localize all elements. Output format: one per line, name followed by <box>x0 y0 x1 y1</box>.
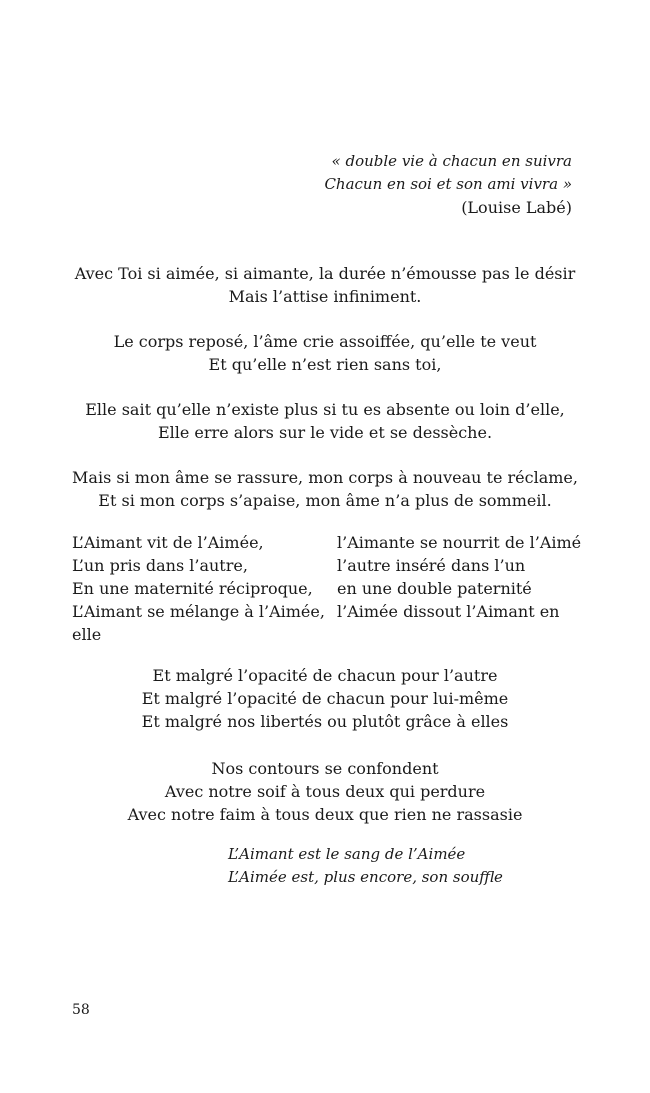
left-column-line: L’Aimant se mélange à l’Aimée, <box>72 602 325 621</box>
poem-line: Avec notre soif à tous deux qui perdure <box>164 782 486 801</box>
two-column-row <box>72 623 582 646</box>
epigraph-attribution: (Louise Labé) <box>461 198 572 217</box>
poem-line: Et malgré l’opacité de chacun pour lui-même <box>141 689 509 708</box>
closing-line: L’Aimant est le sang de l’Aimée <box>228 845 466 863</box>
poem-line: Le corps reposé, l’âme crie assoiffée, qu’elle te veut <box>113 332 537 351</box>
two-column-row <box>72 600 582 623</box>
epigraph-line: Chacun en soi et son ami vivra » <box>324 175 572 193</box>
stanza-2 <box>0 330 650 376</box>
two-column-stanza <box>72 531 582 646</box>
closing-couplet <box>228 843 503 889</box>
poem-line: Mais l’attise infiniment. <box>228 287 422 306</box>
page-number: 58 <box>72 1002 90 1018</box>
epigraph-line: « double vie à chacun en suivra <box>331 152 572 170</box>
poem-line: Et malgré l’opacité de chacun pour l’autre <box>152 666 498 685</box>
left-column-line: elle <box>72 625 102 644</box>
left-column-line: L’un pris dans l’autre, <box>72 556 248 575</box>
two-column-row <box>72 554 582 577</box>
poem-line: Avec notre faim à tous deux que rien ne rassasie <box>127 805 523 824</box>
poem-line: Elle sait qu’elle n’existe plus si tu es absente ou loin d’elle, <box>85 400 565 419</box>
right-column-line: en une double paternité <box>337 579 532 598</box>
poem-line: Mais si mon âme se rassure, mon corps à nouveau te réclame, <box>72 468 578 487</box>
two-column-row <box>72 577 582 600</box>
stanza-5 <box>0 664 650 733</box>
closing-line: L’Aimée est, plus encore, son souffle <box>228 868 503 886</box>
right-column-line: l’Aimée dissout l’Aimant en <box>337 602 560 621</box>
epigraph <box>324 150 572 219</box>
stanza-1 <box>0 262 650 308</box>
right-column-line: l’autre inséré dans l’un <box>337 556 526 575</box>
two-column-row <box>72 531 582 554</box>
stanza-4 <box>0 466 650 512</box>
poem-line: Et si mon corps s’apaise, mon âme n’a plus de sommeil. <box>98 491 552 510</box>
right-column-line: l’Aimante se nourrit de l’Aimé <box>337 533 582 552</box>
poem-line: Avec Toi si aimée, si aimante, la durée n’émousse pas le désir <box>74 264 576 283</box>
poem-line: Et qu’elle n’est rien sans toi, <box>208 355 442 374</box>
left-column-line: En une maternité réciproque, <box>72 579 313 598</box>
stanza-6 <box>0 757 650 826</box>
poem-line: Et malgré nos libertés ou plutôt grâce à elles <box>141 712 509 731</box>
stanza-3 <box>0 398 650 444</box>
poem-line: Elle erre alors sur le vide et se dessèche. <box>157 423 493 442</box>
poem-line: Nos contours se confondent <box>211 759 439 778</box>
left-column-line: L’Aimant vit de l’Aimée, <box>72 533 264 552</box>
